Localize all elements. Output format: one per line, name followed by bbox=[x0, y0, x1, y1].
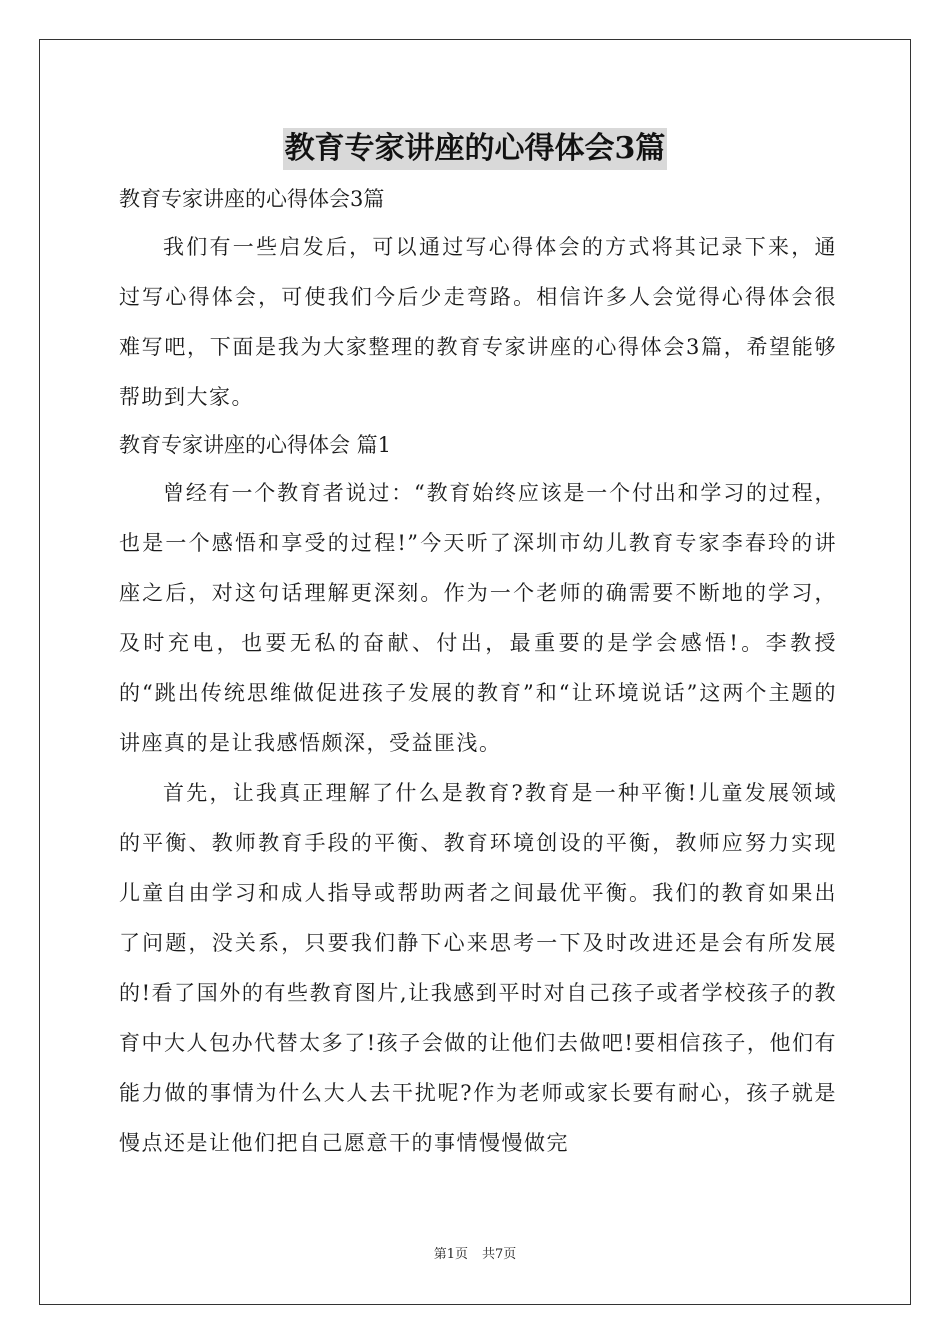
page-footer bbox=[0, 1246, 950, 1264]
page-total: 共7页 bbox=[482, 1247, 517, 1262]
intro-paragraph: 我们有一些启发后，可以通过写心得体会的方式将其记录下来，通过写心得体会，可使我们今后少走弯路。相信许多人会觉得心得体会很难写吧，下面是我为大家整理的教育专家讲座的心得体会3篇，希望能够帮助到大家。 bbox=[119, 235, 837, 409]
document-subtitle: 教育专家讲座的心得体会3篇 bbox=[119, 187, 385, 211]
section-heading: 教育专家讲座的心得体会 篇1 bbox=[119, 433, 392, 457]
body-paragraph: 首先，让我真正理解了什么是教育?教育是一种平衡!儿童发展领域的平衡、教师教育手段的平衡、教育环境创设的平衡，教师应努力实现儿童自由学习和成人指导或帮助两者之间最优平衡。我们的教育如果出了问题，没关系，只要我们静下心来思考一下及时改进还是会有所发展的!看了国外的有些教育图片,让我感到平时对自己孩子或者学校孩子的教育中大人包办代替太多了!孩子会做的让他们去做吧!要相信孩子，他们有能力做的事情为什么大人去干扰呢?作为老师或家长要有耐心，孩子就是慢点还是让他们把自己愿意干的事情慢慢做完 bbox=[119, 781, 837, 1155]
page-number: 第1页 bbox=[433, 1247, 468, 1262]
document-title: 教育专家讲座的心得体会3篇 bbox=[283, 128, 668, 170]
title-container bbox=[0, 128, 950, 170]
document-body bbox=[119, 180, 837, 1168]
body-paragraph: 曾经有一个教育者说过：“教育始终应该是一个付出和学习的过程，也是一个感悟和享受的过程!”今天听了深圳市幼儿教育专家李春玲的讲座之后，对这句话理解更深刻。作为一个老师的确需要不断地的学习，及时充电，也要无私的奋献、付出，最重要的是学会感悟!。李教授的“跳出传统思维做促进孩子发展的教育”和“让环境说话”这两个主题的讲座真的是让我感悟颇深，受益匪浅。 bbox=[119, 481, 837, 755]
